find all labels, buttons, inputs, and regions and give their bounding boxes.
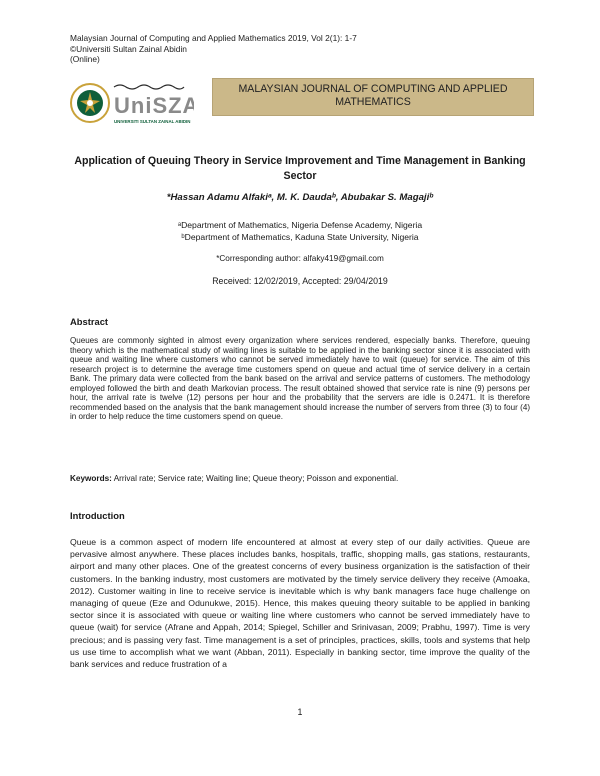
keywords-label: Keywords: (70, 474, 112, 483)
journal-name: MALAYSIAN JOURNAL OF COMPUTING AND APPLIED MATHEMATICS (238, 83, 508, 108)
article-authors: *Hassan Adamu Alfakiᵃ, M. K. Daudaᵇ, Abubakar S. Magajiᵇ (166, 192, 434, 203)
corresponding-author: *Corresponding author: alfaky419@gmail.com (216, 254, 384, 263)
unisza-logo (68, 78, 194, 128)
keywords (70, 474, 530, 483)
affiliation-b: ᵇDepartment of Mathematics, Kaduna State University, Nigeria (181, 232, 419, 242)
journal-name-banner (212, 78, 534, 116)
journal-line: Malaysian Journal of Computing and Applied Mathematics 2019, Vol 2(1): 1-7 (70, 33, 357, 43)
keywords-text: Arrival rate; Service rate; Waiting line; Queue theory; Poisson and exponential. (113, 474, 399, 483)
introduction-body: Queue is a common aspect of modern life encountered at almost at every step of our daily activities. Queue are pervasive almost anywhere. These places includes banks, hospitals, traffic, shopping malls, gas stations, restaurants, airport and many other places. One of the greatest concerns of every business organization is the satisfaction of their customers. In the banking industry, most customers are motivated by the timely service delivery they receive (Amoaka, 2012). Customer waiting in line to receive service is inevitable which is why bank managers face huge challenge on managing of queue (Eze and Odunukwe, 2015). Hence, this makes queuing theory suitable to be applied in banking sector since it is associated with queue or waiting line where customers who cannot be served immediately have to queue (wait) for service (Afrane and Appah, 2014; Spiegel, Schiller and Srinivasan, 2009; Prabhu, 1997). Time is very precious; and is passing very fast. Time management is a set of principles, practices, skills, tools and systems that help us use time to accomplish what we want (Abban, 2011). Especially in banking sector, time improve the quality of the bank services and reduce frustration of a (70, 537, 530, 670)
article-dates: Received: 12/02/2019, Accepted: 29/04/2019 (212, 276, 388, 286)
article-title: Application of Queuing Theory in Service Improvement and Time Management in Banking Sector (74, 155, 526, 182)
copyright-line: ©Universiti Sultan Zainal Abidin (70, 43, 187, 54)
online-line: (Online) (70, 54, 100, 65)
page-number: 1 (297, 707, 303, 717)
abstract-heading: Abstract (70, 316, 109, 327)
logo-subtext: UNIVERSITI SULTAN ZAINAL ABIDIN (114, 119, 191, 124)
journal-citation-header (70, 33, 357, 65)
affiliation-a: ᵃDepartment of Mathematics, Nigeria Defense Academy, Nigeria (177, 220, 423, 230)
abstract-body: Queues are commonly sighted in almost every organization where services rendered, especially banks. Therefore, queuing theory which is the mathematical study of waiting lines is suitable to be applied in the banking sector since it is associated with queue and waiting line where customers who cannot be served immediately have to wait (queue) for service. The aim of this research project is to determine the average time customers spend on queue and actual time of service delivery in a certain Bank. The primary data were collected from the bank based on the arrival and service patterns of customers. The methodology employed followed the birth and death Markovian process. The result obtained showed that service rate is nine (9) persons per hour, the arrival rate is twelve (12) persons per hour and the probability that the servers are idle is 0.2471. It is therefore recommended based on the analysis that the bank management should increase the number of servers from three (3) to four (4) in order to help reduce the time customers spend on queue. (70, 336, 530, 421)
unisza-logo-icon (68, 78, 194, 128)
logo-wordmark: UniSZA (114, 93, 194, 118)
journal-masthead (68, 78, 530, 128)
introduction-heading: Introduction (70, 510, 125, 521)
